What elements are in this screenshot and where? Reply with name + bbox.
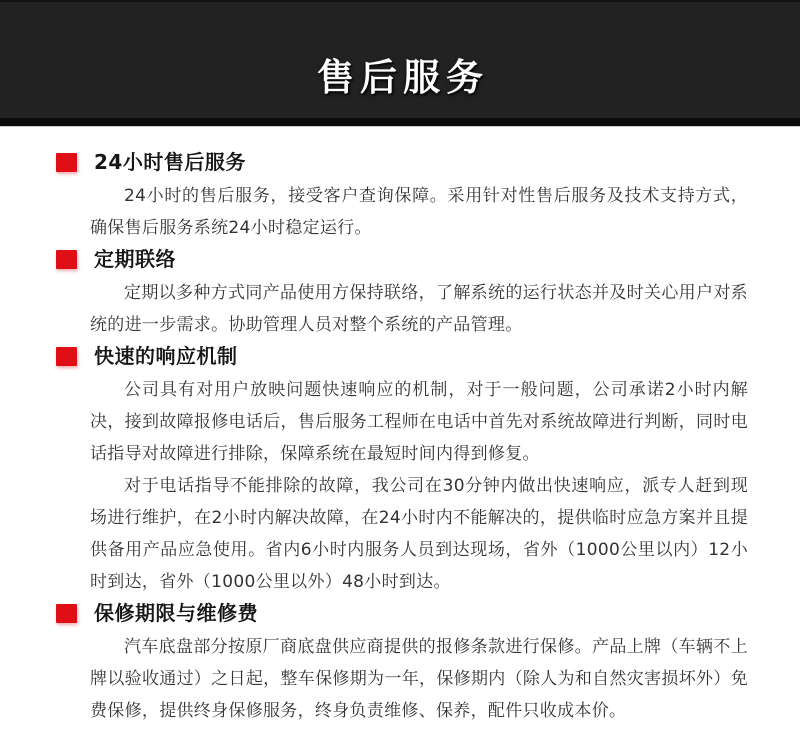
section-header [56,603,748,624]
red-square-bullet-icon [56,604,77,623]
content-area [0,127,800,740]
red-square-bullet-icon [56,347,77,366]
red-square-bullet-icon [56,250,77,269]
section-header [56,346,748,367]
section-paragraph: 公司具有对用户放映问题快速响应的机制，对于一般问题，公司承诺2小时内解决，接到故障报修电话后，售后服务工程师在电话中首先对系统故障进行判断，同时电话指导对故障进行排除，保障系统在最短时间内得到修复。 [90,380,748,464]
section-paragraph: 定期以多种方式同产品使用方保持联络，了解系统的运行状态并及时关心用户对系统的进一步需求。协助管理人员对整个系统的产品管理。 [90,283,748,335]
section-title: 快速的响应机制 [94,344,238,368]
section-title: 24小时售后服务 [94,150,246,174]
section-paragraph: 汽车底盘部分按原厂商底盘供应商提供的报修条款进行保修。产品上牌（车辆不上牌以验收通过）之日起，整车保修期为一年，保修期内（除人为和自然灾害损坏外）免费保修，提供终身保修服务，终身负责维修、保养，配件只收成本价。 [90,637,748,721]
section-paragraph: 对于电话指导不能排除的故障，我公司在30分钟内做出快速响应，派专人赶到现场进行维护，在2小时内解决故障，在24小时内不能解决的，提供临时应急方案并且提供备用产品应急使用。省内6小时内服务人员到达现场，省外（1000公里以内）12小时到达，省外（1000公里以外）48小时到达。 [90,476,748,592]
section-header [56,152,748,173]
section-header [56,249,748,270]
section-paragraph: 24小时的售后服务，接受客户查询保障。采用针对性售后服务及技术支持方式，确保售后服务系统24小时稳定运行。 [90,186,748,238]
page-title: 售后服务 [317,56,489,99]
page-header-banner [0,0,800,127]
section-rapid-response [56,346,748,598]
section-warranty-and-repair-fee [56,603,748,727]
red-square-bullet-icon [56,153,77,172]
section-regular-contact [56,249,748,341]
section-24h-service [56,152,748,244]
section-title: 定期联络 [94,247,176,271]
section-title: 保修期限与维修费 [94,601,258,625]
